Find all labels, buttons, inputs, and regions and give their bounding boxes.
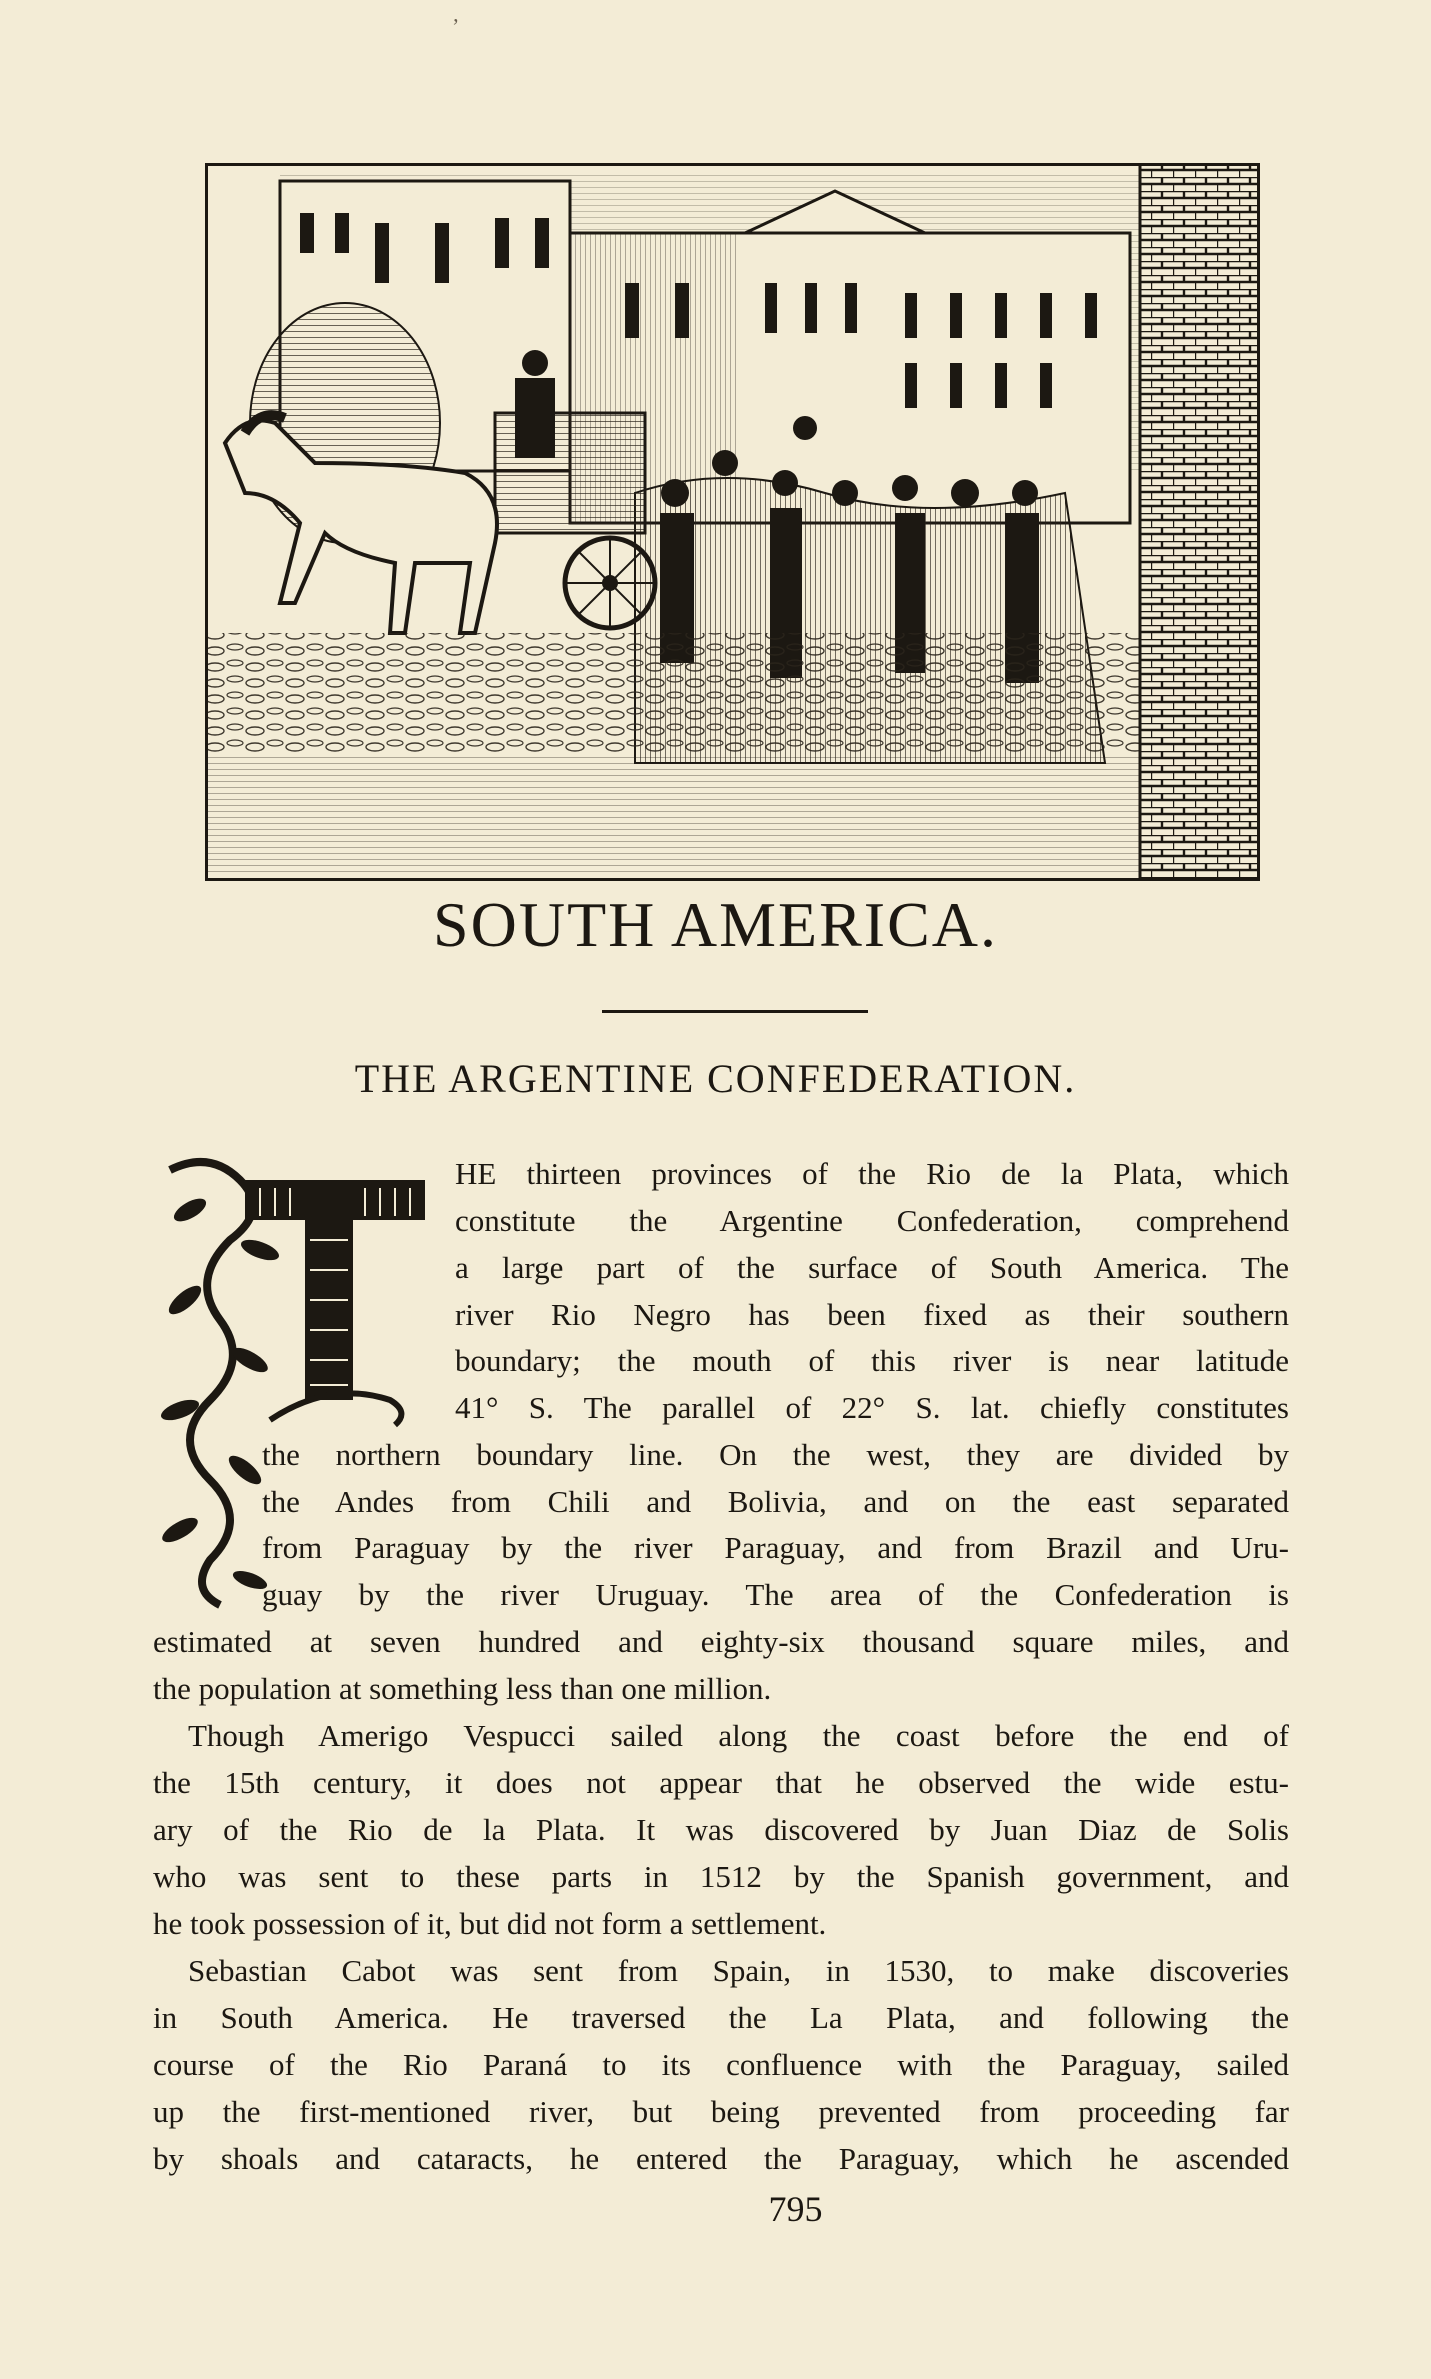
paragraph-line: the Andes from Chili and Bolivia, and on the east separated (262, 1484, 1289, 1519)
paragraph-line: 41° S. The parallel of 22° S. lat. chiefly constitutes (455, 1390, 1289, 1425)
paragraph-line: up the first-mentioned river, but being prevented from proceeding far (153, 2094, 1289, 2129)
paragraph-line: ary of the Rio de la Plata. It was discovered by Juan Diaz de Solis (153, 1812, 1289, 1847)
paragraph-line: boundary; the mouth of this river is near latitude (455, 1343, 1289, 1378)
paragraph-line: the 15th century, it does not appear that he observed the wide estu- (153, 1765, 1289, 1800)
paragraph-line: he took possession of it, but did not form a settlement. (153, 1906, 827, 1941)
paragraph-line: HE thirteen provinces of the Rio de la Plata, which (455, 1156, 1289, 1191)
paragraph-line: a large part of the surface of South America. The (455, 1250, 1289, 1285)
paragraph-line: who was sent to these parts in 1512 by the Spanish government, and (153, 1859, 1289, 1894)
paragraph-line: guay by the river Uruguay. The area of the Confederation is (262, 1577, 1289, 1612)
street-scene-engraving (205, 163, 1260, 881)
paragraph-line: the northern boundary line. On the west, they are divided by (262, 1437, 1289, 1472)
page-number: 795 (768, 2189, 823, 2229)
paragraph-line: course of the Rio Paraná to its confluence with the Paraguay, sailed (153, 2047, 1289, 2082)
page-mark: ʼ (452, 14, 460, 39)
title-rule (602, 1010, 868, 1013)
paragraph-line: from Paraguay by the river Paraguay, and from Brazil and Uru- (262, 1530, 1289, 1565)
paragraph-line: Though Amerigo Vespucci sailed along the coast before the end of (188, 1718, 1289, 1753)
page-title: SOUTH AMERICA. (433, 889, 998, 960)
paragraph-line: in South America. He traversed the La Plata, and following the (153, 2000, 1289, 2035)
paragraph-line: Sebastian Cabot was sent from Spain, in 1530, to make discoveries (188, 1953, 1289, 1988)
paragraph-line: estimated at seven hundred and eighty-six thousand square miles, and (153, 1624, 1289, 1659)
paragraph-line: by shoals and cataracts, he entered the Paraguay, which he ascended (153, 2141, 1289, 2176)
paragraph-line: constitute the Argentine Confederation, comprehend (455, 1203, 1289, 1238)
section-heading: THE ARGENTINE CONFEDERATION. (354, 1056, 1077, 1101)
paragraph-line: the population at something less than one million. (153, 1671, 772, 1706)
paragraph-line: river Rio Negro has been fixed as their southern (455, 1297, 1289, 1332)
